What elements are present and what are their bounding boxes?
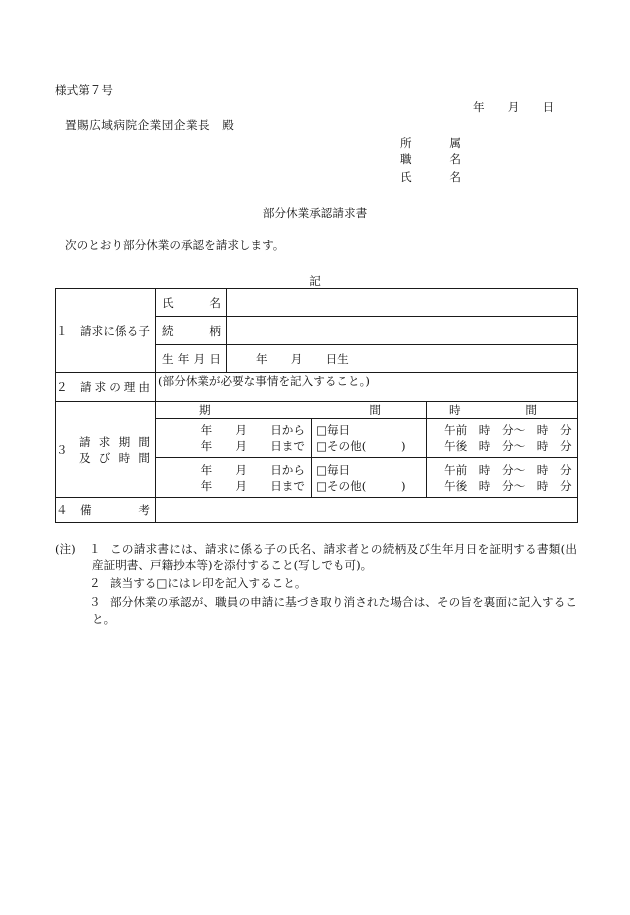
addressee: 置賜広域病院企業団企業長 殿: [65, 118, 235, 132]
time-header-cell: [427, 402, 578, 419]
child-birthdate-label: 生年月日: [162, 351, 221, 366]
period-row-label-line: 請求期間: [79, 434, 150, 449]
note-number: １: [89, 542, 101, 556]
pm-time: 午後 時 分～ 時 分: [444, 478, 572, 493]
applicant-name-label: 氏 名: [400, 170, 461, 184]
form-number: 様式第７号: [55, 83, 113, 97]
note-continuation: と。: [92, 612, 116, 626]
time-cell: [427, 419, 578, 458]
row-number: ３: [56, 442, 68, 457]
note-continuation: 産証明書、戸籍抄本等)を添付すること(写しでも可)。: [92, 558, 373, 572]
row-number: １: [56, 323, 68, 338]
time-cell: [427, 458, 578, 498]
period-from: 年 月 日から: [200, 462, 305, 477]
child-relation-label: 続 柄: [162, 323, 221, 338]
intro-text: 次のとおり部分休業の承認を請求します。: [65, 238, 285, 252]
daily-checkbox-option: □毎日: [316, 462, 351, 477]
child-name-value-cell: [227, 289, 578, 317]
applicant-position-label: 職 名: [400, 152, 461, 166]
frequency-cell: [312, 419, 427, 458]
reason-hint: (部分休業が必要な事情を記入すること。): [158, 374, 370, 388]
period-to: 年 月 日まで: [200, 478, 305, 493]
period-from: 年 月 日から: [200, 423, 305, 437]
note-number: ２: [89, 576, 101, 590]
date-line: 年 月 日: [473, 100, 555, 114]
row-number: ２: [56, 380, 68, 394]
period-to: 年 月 日まで: [200, 439, 305, 453]
remarks-value-cell: [156, 498, 578, 523]
note-text: 該当する□にはレ印を記入すること。: [110, 576, 307, 590]
note-number: ３: [89, 595, 101, 609]
period-header: 期間: [199, 403, 381, 417]
reason-value-cell: [156, 373, 578, 402]
other-checkbox-option: □その他( ): [316, 478, 406, 493]
document-title: 部分休業承認請求書: [262, 206, 368, 220]
am-time: 午前 時 分～ 時 分: [444, 462, 572, 477]
applicant-affiliation-label: 所 属: [400, 136, 461, 150]
period-header-cell: [156, 402, 427, 419]
period-row-label-line: 及び時間: [79, 450, 150, 465]
child-birthdate-value: 年 月 日生: [256, 351, 349, 366]
period-date-cell: [156, 458, 312, 498]
child-relation-label-cell: [156, 317, 227, 345]
period-row-label: [79, 434, 150, 466]
am-time: 午前 時 分～ 時 分: [444, 423, 572, 437]
child-row-label: 請求に係る子: [80, 323, 150, 338]
child-name-label-cell: [156, 289, 227, 317]
daily-checkbox-option: □毎日: [316, 423, 351, 437]
note-text: 部分休業の承認が、職員の申請に基づき取り消された場合は、その旨を裏面に記入するこ: [110, 595, 577, 609]
period-date-cell: [156, 419, 312, 458]
remarks-row-label: 備 考: [80, 503, 150, 517]
time-header: 時間: [449, 403, 537, 417]
child-relation-value-cell: [227, 317, 578, 345]
remarks-row-label-cell: [56, 498, 156, 523]
notes-prefix: (注): [55, 542, 76, 556]
child-row-label-cell: [56, 289, 156, 373]
request-table: [55, 288, 578, 523]
note-text: この請求書には、請求に係る子の氏名、請求者との続柄及び生年月日を証明する書類(出: [110, 542, 577, 556]
child-birthdate-label-cell: [156, 345, 227, 373]
reason-row-label: 請求の理由: [80, 380, 150, 394]
record-mark: 記: [309, 274, 321, 288]
other-checkbox-option: □その他( ): [316, 439, 406, 453]
row-number: ４: [56, 503, 68, 517]
period-row-label-cell: [56, 402, 156, 498]
child-name-label: 氏 名: [162, 295, 221, 310]
frequency-cell: [312, 458, 427, 498]
pm-time: 午後 時 分～ 時 分: [444, 439, 572, 453]
child-birthdate-value-cell: [227, 345, 578, 373]
reason-row-label-cell: [56, 373, 156, 402]
